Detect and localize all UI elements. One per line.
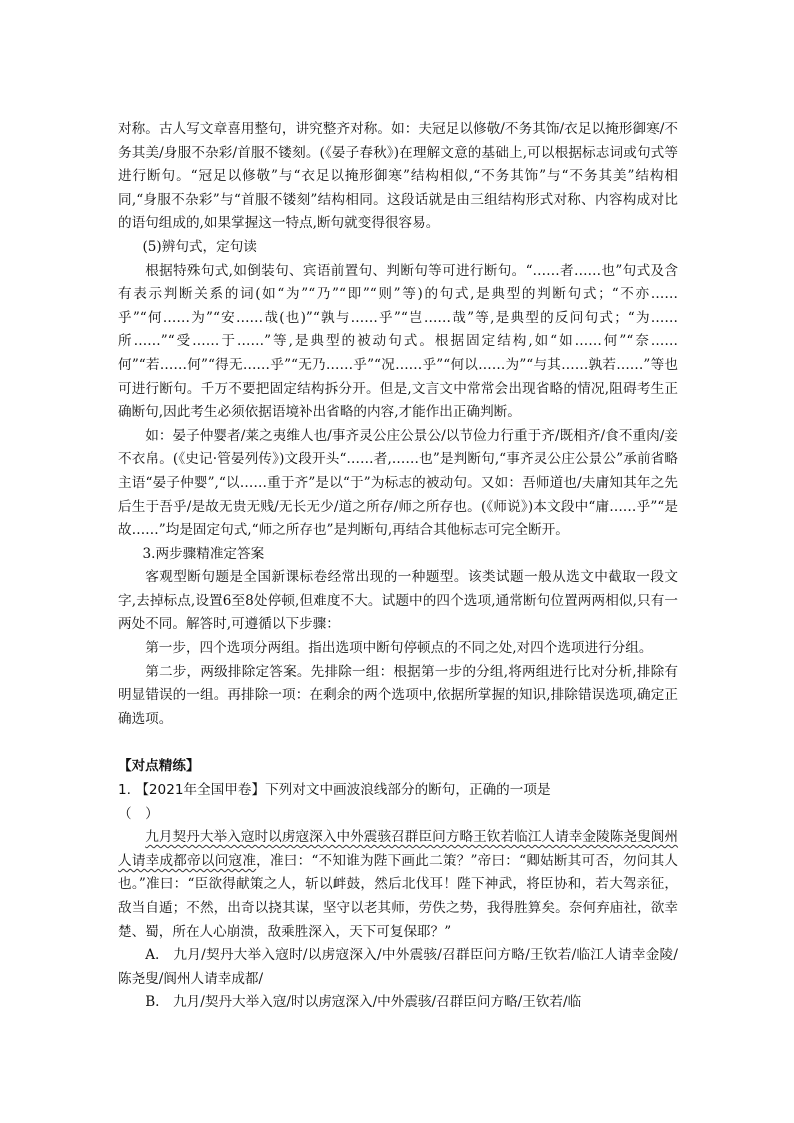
- answer-paren: （ ）: [118, 805, 159, 822]
- option-b: B. 九月/契丹大举入寇/时以虏寇深入/中外震骇/召群臣问方略/王钦若/临: [145, 994, 582, 1011]
- question-stem: [118, 779, 678, 826]
- paragraph-symmetry: 对称。古人写文章喜用整句，讲究整齐对称。如：夫冠足以修敬/不务其饰/衣足以掩形御寒/不务其美/身服不杂彩/首服不镂刻。(《晏子春秋》)在理解文意的基础上,可以根据标志词或句式等进行断句。“冠足以修敬”与“衣足以掩形御寒”结构相似,“不务其饰”与“不务其美”结构相同,“身服不杂彩”与“首服不镂刻”结构相同。这段话就是由三组结构形式对称、内容构成对比的语句组成的,如果掌握这一特点,断句就变得很容易。: [118, 121, 678, 232]
- heading-two-steps: 3.两步骤精准定答案: [142, 545, 265, 562]
- question-number: 1.: [118, 782, 131, 799]
- practice-title: 【对点精练】: [118, 758, 200, 775]
- question-text: 下列对文中画波浪线部分的断句，正确的一项是: [265, 782, 551, 799]
- paragraph-step-two: 第二步，两级排除定答案。先排除一组：根据第一步的分组,将两组进行比对分析,排除有明显错误的一组。再排除一项：在剩余的两个选项中,依据所掌握的知识,排除错误选项,确定正确选项。: [118, 663, 678, 727]
- document-page: [118, 118, 678, 1015]
- question-source: 【2021年全国甲卷】: [135, 782, 266, 799]
- paragraph-objective-questions: 客观型断句题是全国新课标卷经常出现的一种题型。该类试题一般从选文中截取一段文字,去掉标点,设置6至8处停顿,但难度不大。试题中的四个选项,通常断句位置两两相似,只有一两处不同。解答时,可遵循以下步骤：: [118, 569, 678, 633]
- heading-sentence-pattern: (5)辨句式，定句读: [142, 238, 257, 255]
- wavy-underlined-text: 九月契丹大举入寇时以虏寇深入中外震骇召群臣问方略王钦若临江人请幸金陵陈尧叟阆州人请幸成都帝以问寇准: [118, 829, 678, 869]
- section-gap: [118, 731, 678, 755]
- paragraph-step-one: 第一步，四个选项分两组。指出选项中断句停顿点的不同之处,对四个选项进行分组。: [145, 640, 653, 657]
- passage-rest: ，准曰：“不知谁为陛下画此二策？”帝曰：“卿姑断其可否，勿问其人也。”准曰：“臣欲得献策之人，斩以衅鼓，然后北伐耳！陛下神武，将臣协和，若大驾亲征，敌当自遁；不然，出奇以挠其谋，坚守以老其师，劳佚之势，我得胜算矣。奈何弃庙社，欲幸楚、蜀，所在人心崩溃，敌乘胜深入，天下可复保耶？”: [118, 852, 678, 940]
- question-passage: [118, 826, 678, 944]
- paragraph-special-sentences: 根据特殊句式,如倒装句、宾语前置句、判断句等可进行断句。“……者……也”句式及含有表示判断关系的词(如“为”“乃”“即”“则”等)的句式,是典型的判断句式；“不亦……乎”“何……为”“安……哉(也)”“孰与……乎”“岂……哉”等,是典型的反问句式；“为……所……”“受……于……”等,是典型的被动句式。根据固定结构,如“如……何”“奈……何”“若……何”“得无……乎”“无乃……乎”“况……乎”“何以……为”“与其……孰若……”等也可进行断句。千万不要把固定结构拆分开。但是,文言文中常常会出现省略的情况,阻碍考生正确断句,因此考生必须依据语境补出省略的内容,才能作出正确判断。: [118, 262, 678, 421]
- option-a: A. 九月/契丹大举入寇时/以虏寇深入/中外震骇/召群臣问方略/王钦若/临江人请幸金陵/陈尧叟/阆州人请幸成都/: [118, 947, 678, 987]
- paragraph-examples: 如：晏子仲婴者/莱之夷维人也/事齐灵公庄公景公/以节俭力行重于齐/既相齐/食不重肉/妾不衣帛。(《史记·管晏列传》)文段开头“……者,……也”是判断句,“事齐灵公庄公景公”承前省略主语“晏子仲婴”,“以……重于齐”是以“于”为标志的被动句。又如：吾师道也/夫庸知其年之先后生于吾乎/是故无贵无贱/无长无少/道之所存/师之所存也。(《师说》)本文段中“庸……乎”“是故……”均是固定句式,“师之所存也”是判断句,再结合其他标志可完全断开。: [118, 427, 678, 539]
